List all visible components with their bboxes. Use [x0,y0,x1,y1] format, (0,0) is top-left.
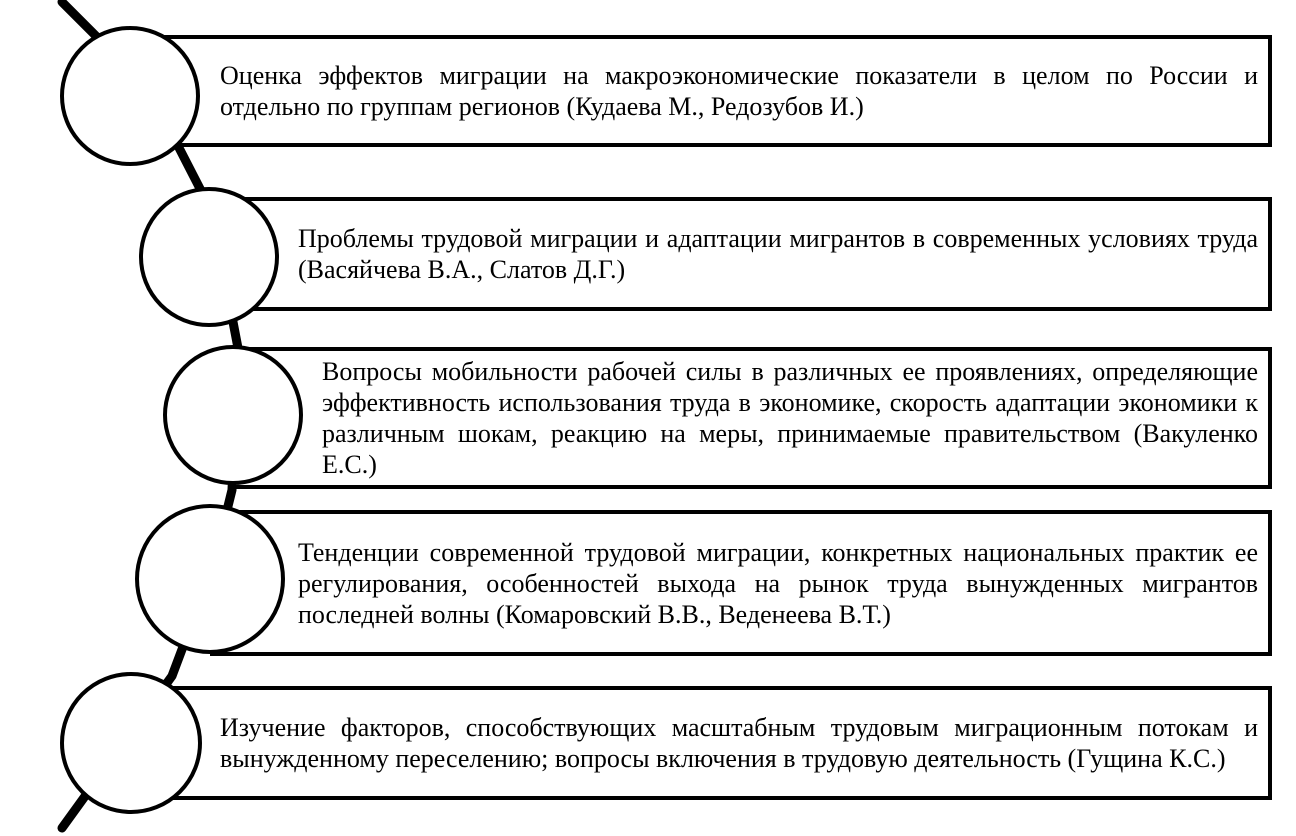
item-box-1 [128,35,1272,147]
item-text-5: Изучение факторов, способствующих масштабным трудовым миграционным потокам и вынужденному переселению; вопросы включения в трудовую деятельность (Гущина К.С.) [220,713,1258,773]
item-circle-1 [60,26,200,166]
item-circle-3 [163,345,303,485]
item-text-4: Тенденции современной трудовой миграции, конкретных национальных практик ее регулирования, особенностей выхода на рынок труда вынужденных мигрантов последней волны (Комаровский В.В., Веденеева В.Т.) [298,537,1258,629]
item-circle-2 [139,187,279,327]
item-box-4 [210,510,1272,656]
item-text-1: Оценка эффектов миграции на макроэкономические показатели в целом по России и отдельно по группам регионов (Кудаева М., Редозубов И.) [220,61,1258,121]
item-circle-4 [135,504,285,654]
item-box-2 [210,197,1272,311]
item-circle-5 [60,672,202,814]
item-box-5 [128,686,1272,800]
item-text-3: Вопросы мобильности рабочей силы в различных ее проявлениях, определяющие эффективность использования труда в экономике, скорость адаптации экономики к различным шокам, реакцию на меры, принимаемые правительством (Вакуленко Е.С.) [322,357,1258,479]
item-text-2: Проблемы трудовой миграции и адаптации мигрантов в современных условиях труда (Васяйчева В.А., Слатов Д.Г.) [298,224,1258,284]
item-box-3 [232,347,1272,489]
